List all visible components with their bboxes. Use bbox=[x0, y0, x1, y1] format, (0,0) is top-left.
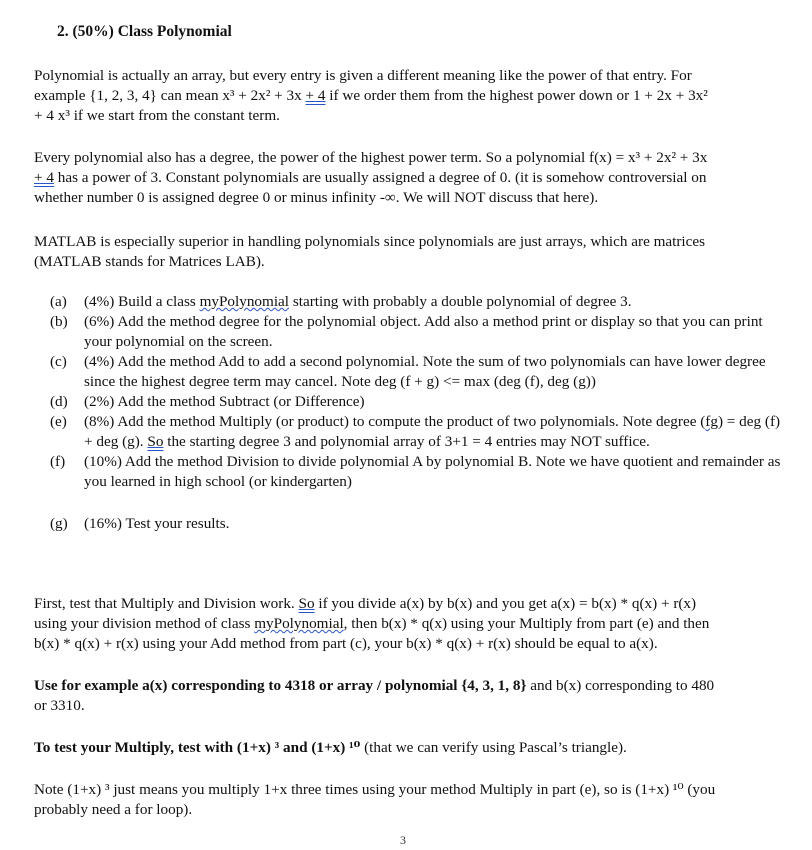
page-number: 3 bbox=[400, 833, 406, 847]
paragraph-intro bbox=[34, 66, 782, 126]
text-line: MATLAB is especially superior in handling polynomials since polynomials are just arrays, which are matrices bbox=[34, 233, 706, 250]
text-span: if you divide a(x) by b(x) and you get a(x) = b(x) * q(x) + r(x) bbox=[314, 595, 697, 612]
question-heading: 2. (50%) Class Polynomial bbox=[57, 23, 232, 40]
item-label: (a) bbox=[50, 293, 67, 310]
text-line: + 4 x³ if we start from the constant term. bbox=[34, 107, 280, 124]
text-span: First, test that Multiply and Division work. bbox=[34, 595, 299, 612]
item-label: (b) bbox=[50, 313, 68, 330]
text-span: using your division method of class bbox=[34, 615, 255, 632]
text-span: and b(x) corresponding to 480 bbox=[526, 677, 715, 694]
task-item-a bbox=[50, 292, 785, 312]
item-text bbox=[84, 412, 785, 452]
spellcheck-text: fg bbox=[705, 413, 718, 430]
text-line: b(x) * q(x) + r(x) using your Add method from part (c), your b(x) * q(x) + r(x) should be equal to a(x). bbox=[34, 635, 658, 652]
text-line: Every polynomial also has a degree, the power of the highest power term. So a polynomial f(x) = x³ + 2x² + 3x bbox=[34, 149, 708, 166]
paragraph-multiply-test bbox=[34, 738, 782, 758]
text-span: (that we can verify using Pascal’s triangle). bbox=[360, 739, 627, 756]
text-span: (8%) Add the method Multiply (or product) to compute the product of two polynomials. Note degree ( bbox=[84, 413, 706, 430]
item-text: (16%) Test your results. bbox=[84, 515, 230, 532]
item-label: (f) bbox=[50, 453, 66, 470]
item-label: (c) bbox=[50, 353, 67, 370]
task-item-e bbox=[50, 412, 785, 452]
underlined-text: + 4 bbox=[34, 169, 54, 186]
item-text: (4%) Add the method Add to add a second polynomial. Note the sum of two polynomials can have lower degree since the highest degree term may cancel. Note deg (f + g) <= max (deg (f), deg (g)) bbox=[84, 353, 766, 390]
paragraph-note bbox=[34, 780, 782, 820]
text-span: the starting degree 3 and polynomial array of 3+1 = 4 entries may NOT suffice. bbox=[163, 433, 650, 450]
text-line: or 3310. bbox=[34, 697, 85, 714]
task-list bbox=[50, 292, 785, 534]
text-span: has a power of 3. Constant polynomials are usually assigned a degree of 0. (it is somehow controversial on bbox=[53, 169, 707, 186]
item-label: (g) bbox=[50, 515, 68, 532]
text-line: probably need a for loop). bbox=[34, 801, 193, 818]
item-text: (2%) Add the method Subtract (or Difference) bbox=[84, 393, 365, 410]
text-line: Note (1+x) ³ just means you multiply 1+x three times using your method Multiply in part (e), so is (1+x) ¹⁰ (you bbox=[34, 781, 716, 798]
item-label: (d) bbox=[50, 393, 68, 410]
paragraph-test-instructions bbox=[34, 594, 782, 654]
item-text: (6%) Add the method degree for the polynomial object. Add also a method print or display so that you can print your polynomial on the screen. bbox=[84, 313, 763, 350]
text-span: , then b(x) * q(x) using your Multiply from part (e) and then bbox=[343, 615, 710, 632]
text-line bbox=[34, 738, 782, 758]
bold-text: To test your Multiply, test with (1+x) ³ and (1+x) ¹⁰ bbox=[34, 739, 361, 756]
item-text: (10%) Add the method Division to divide polynomial A by polynomial B. Note we have quotient and remainder as you learned in high school (or kindergarten) bbox=[84, 453, 781, 490]
spellcheck-text: myPolynomial bbox=[254, 615, 344, 632]
spellcheck-text: myPolynomial bbox=[199, 293, 290, 310]
task-item-c bbox=[50, 352, 785, 392]
paragraph-matlab bbox=[34, 232, 782, 272]
text-line bbox=[34, 614, 782, 634]
bold-text: Use for example a(x) corresponding to 4318 or array / polynomial {4, 3, 1, 8} bbox=[34, 677, 527, 694]
text-line bbox=[34, 676, 782, 696]
text-span: if we order them from the highest power down or 1 + 2x + 3x² bbox=[325, 87, 708, 104]
text-line: whether number 0 is assigned degree 0 or minus infinity -∞. We will NOT discuss that here). bbox=[34, 189, 599, 206]
text-span: example {1, 2, 3, 4} can mean x³ + 2x² + 3x bbox=[34, 87, 306, 104]
text-span: (4%) Build a class bbox=[84, 293, 200, 310]
text-line: Polynomial is actually an array, but every entry is given a different meaning like the power of that entry. For bbox=[34, 67, 692, 84]
underlined-text: So bbox=[298, 595, 315, 612]
text-line bbox=[34, 86, 782, 106]
underlined-text: + 4 bbox=[305, 87, 326, 104]
task-item-f bbox=[50, 452, 785, 492]
text-line bbox=[34, 594, 782, 614]
text-line bbox=[34, 168, 782, 188]
text-span: starting with probably a double polynomial of degree 3. bbox=[289, 293, 632, 310]
task-item-d bbox=[50, 392, 785, 412]
text-line: (MATLAB stands for Matrices LAB). bbox=[34, 253, 265, 270]
task-item-b bbox=[50, 312, 785, 352]
text-span: ) = deg (f) + deg (g). bbox=[84, 413, 781, 450]
paragraph-example bbox=[34, 676, 782, 716]
paragraph-degree bbox=[34, 148, 782, 208]
task-item-g bbox=[50, 514, 785, 534]
item-text bbox=[84, 292, 785, 312]
underlined-text: So bbox=[147, 433, 164, 450]
item-label: (e) bbox=[50, 413, 67, 430]
